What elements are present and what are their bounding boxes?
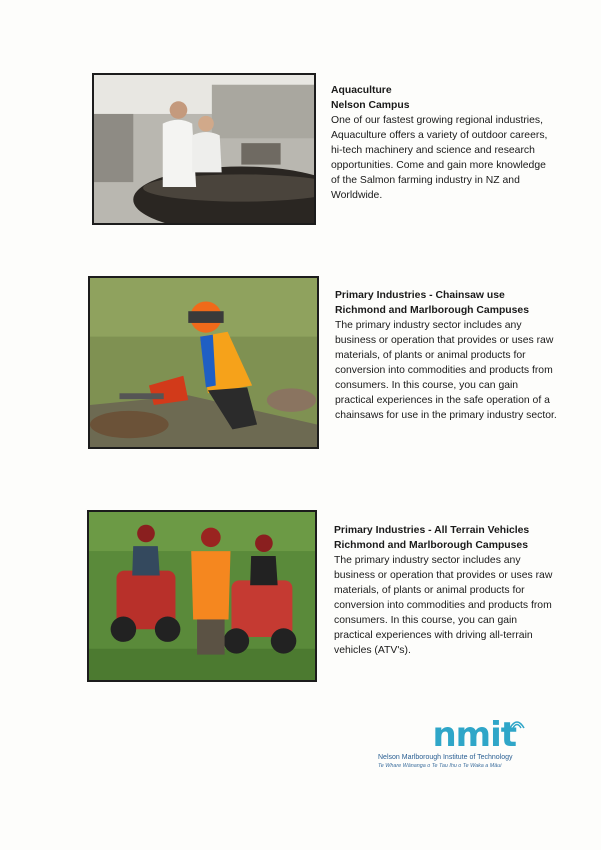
logo-institute-name: Nelson Marlborough Institute of Technology — [378, 754, 513, 761]
section-campus: Richmond and Marlborough Campuses — [335, 305, 529, 316]
section-title: Primary Industries - Chainsaw use — [335, 290, 505, 301]
chainsaw-text — [335, 288, 557, 423]
section-campus: Nelson Campus — [331, 100, 410, 111]
atv-photo — [87, 510, 317, 682]
section-title: Aquaculture — [331, 85, 392, 96]
section-description: One of our fastest growing regional industries, Aquaculture offers a variety of outdoor careers, hi-tech machinery and science and research opportunities. Come and gain more knowledge of the Salmon farming industry in NZ and Worldwide. — [331, 115, 548, 201]
nmit-logo — [372, 716, 552, 776]
section-description: The primary industry sector includes any business or operation that provides or uses raw materials, of plants or animal products for conversion into commodities and products from consumers. In this course, you can gain practical experiences with driving all-terrain vehicles (ATV's). — [334, 555, 553, 656]
chainsaw-photo — [88, 276, 319, 449]
aquaculture-photo — [92, 73, 316, 225]
section-description: The primary industry sector includes any business or operation that provides or uses raw materials, of plants or animal products for conversion into commodities and products from consumers. In this course, you can gain practical experiences in the safe operation of a chainsaws for use in the primary industry sector. — [335, 320, 557, 421]
atv-text — [334, 523, 556, 658]
logo-wordmark: nmit — [432, 715, 516, 755]
section-campus: Richmond and Marlborough Campuses — [334, 540, 528, 551]
logo-maori-name: Te Whare Wānanga o Te Tau Ihu o Te Waka a Māui — [378, 763, 502, 769]
aquaculture-text — [331, 83, 553, 203]
section-title: Primary Industries - All Terrain Vehicles — [334, 525, 530, 536]
